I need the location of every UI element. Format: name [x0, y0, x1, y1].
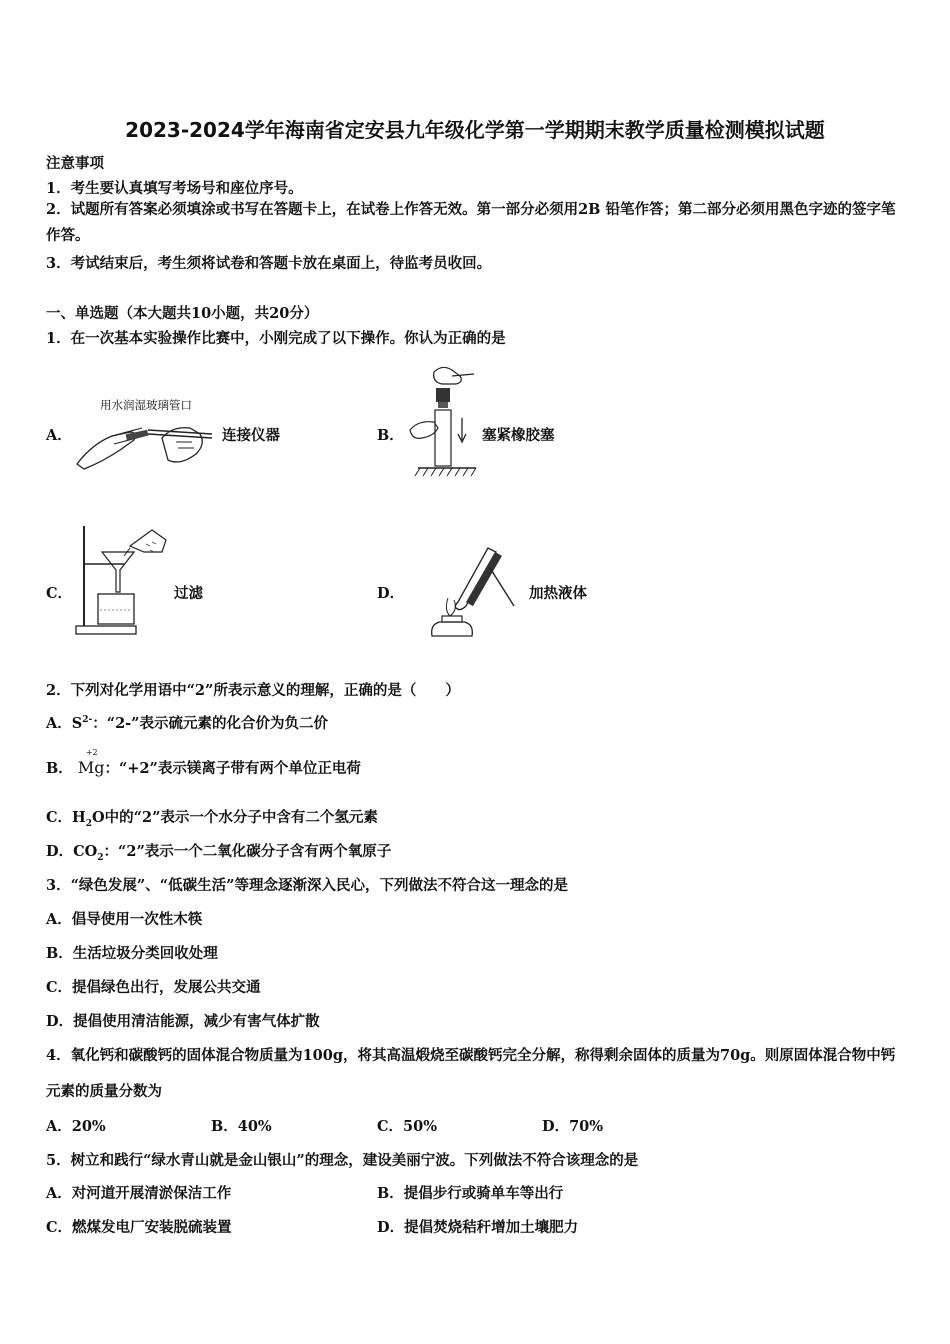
q2-c-text: O中的“2”表示一个水分子中含有二个氢元素: [92, 809, 378, 826]
q2-option-a: [46, 712, 328, 733]
q4-option-a: A．20%: [46, 1118, 106, 1135]
glass-tube-connection-illustration: [72, 414, 217, 472]
q1-option-a-caption: 连接仪器: [222, 427, 280, 444]
question-2-stem: 2．下列对化学用语中“2”所表示意义的理解，正确的是（ ）: [46, 682, 460, 699]
q1-option-a-letter: A．: [46, 427, 72, 444]
question-3-stem: 3．“绿色发展”、“低碳生活”等理念逐渐深入民心，下列做法不符合这一理念的是: [46, 877, 568, 894]
q5-option-a: A．对河道开展清淤保洁工作: [46, 1185, 232, 1202]
q2-c-prefix: C．H: [46, 809, 86, 826]
question-4-stem: 4．氧化钙和碳酸钙的固体混合物质量为100g，将其高温煅烧至碳酸钙完全分解，称得剩余固体的质量为70g。则原固体混合物中钙元素的质量分数为: [46, 1047, 896, 1100]
notice-heading: 注意事项: [46, 155, 104, 172]
q4-option-b: B．40%: [211, 1118, 272, 1135]
q3-option-c: C．提倡绿色出行，发展公共交通: [46, 979, 261, 996]
section-heading: 一、单选题（本大题共10小题，共20分）: [46, 305, 319, 322]
q1-option-b-letter: B．: [377, 427, 404, 444]
question-1-stem: 1．在一次基本实验操作比赛中，小刚完成了以下操作。你认为正确的是: [46, 330, 506, 347]
q4-option-c: C．50%: [377, 1118, 437, 1135]
q1-option-d-caption: 加热液体: [529, 585, 587, 602]
q2-a-superscript: 2-: [82, 715, 93, 726]
q2-option-d: [46, 840, 391, 863]
filtration-apparatus-illustration: [74, 522, 170, 636]
q1-figure-a-label: 用水润湿玻璃管口: [100, 398, 192, 412]
oxidation-state: +2: [85, 748, 98, 757]
q1-option-d-letter: D．: [377, 585, 405, 602]
q1-option-c-caption: 过滤: [174, 585, 203, 602]
q3-option-b: B．生活垃圾分类回收处理: [46, 945, 218, 962]
q3-option-a: A．倡导使用一次性木筷: [46, 911, 203, 928]
q2-a-prefix: A．S: [46, 715, 83, 732]
q2-b-text: ：“+2”表示镁离子带有两个单位正电荷: [104, 760, 361, 777]
q5-option-c: C．燃煤发电厂安装脱硫装置: [46, 1219, 232, 1236]
q2-d-text: ：“2”表示一个二氧化碳分子含有两个氧原子: [103, 843, 392, 860]
notice-item: 1．考生要认真填写考场号和座位序号。: [46, 180, 303, 197]
q2-b-letter: B．: [46, 760, 73, 777]
q2-option-c: [46, 806, 378, 829]
q2-c-subscript: 2: [85, 818, 93, 829]
q4-option-d: D．70%: [542, 1118, 604, 1135]
q2-a-text: ：“2-”表示硫元素的化合价为负二价: [92, 715, 329, 732]
q5-option-d: D．提倡焚烧秸秆增加土壤肥力: [377, 1219, 579, 1236]
q5-option-b: B．提倡步行或骑单车等出行: [377, 1185, 564, 1202]
notice-item: 3．考试结束后，考生须将试卷和答题卡放在桌面上，待监考员收回。: [46, 255, 492, 272]
q1-option-b-caption: 塞紧橡胶塞: [482, 427, 555, 444]
stopper-tube-illustration: [404, 362, 479, 480]
page-title: 2023-2024学年海南省定安县九年级化学第一学期期末教学质量检测模拟试题: [125, 118, 825, 142]
question-5-stem: 5．树立和践行“绿水青山就是金山银山”的理念，建设美丽宁波。下列做法不符合该理念的是: [46, 1152, 639, 1169]
notice-item: 2．试题所有答案必须填涂或书写在答题卡上，在试卷上作答无效。第一部分必须用2B 铅笔作答；第二部分必须用黑色字迹的签字笔作答。: [46, 201, 896, 244]
q3-option-d: D．提倡使用清洁能源，减少有害气体扩散: [46, 1013, 320, 1030]
q1-option-c-letter: C．: [46, 585, 73, 602]
mg-symbol: Mg: [77, 758, 105, 777]
q2-d-prefix: D．CO: [46, 843, 98, 860]
q2-d-subscript: 2: [97, 852, 104, 863]
mg-oxidation-symbol: [78, 750, 105, 777]
q2-option-b: [46, 750, 361, 778]
heating-liquid-illustration: [418, 540, 526, 640]
